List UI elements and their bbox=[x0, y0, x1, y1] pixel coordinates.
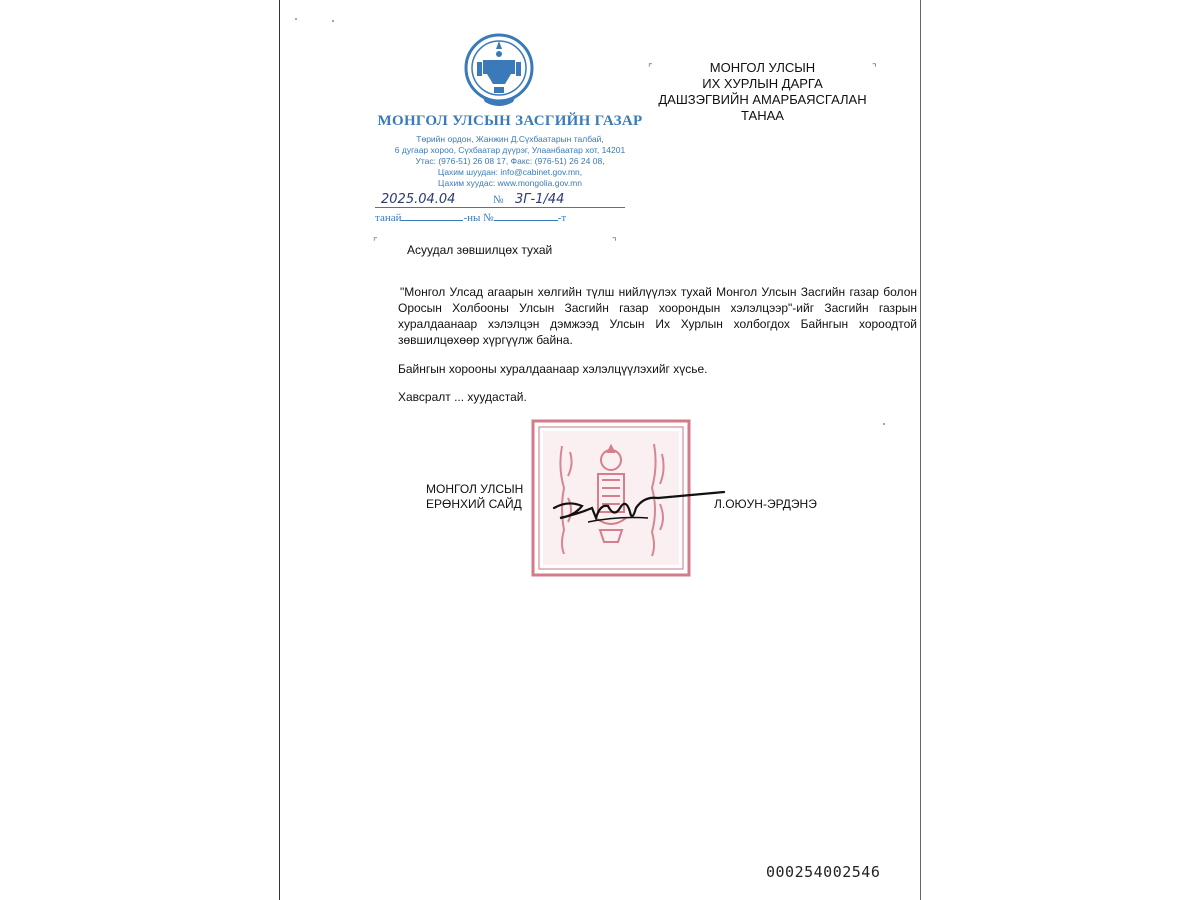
reference-line-incoming bbox=[375, 212, 625, 224]
incoming-ref-prefix: танай bbox=[375, 212, 402, 224]
corner-mark: ⌜ bbox=[373, 237, 378, 248]
incoming-ref-mid: -ны № bbox=[463, 212, 494, 224]
scan-speck bbox=[883, 423, 885, 425]
signatory-title bbox=[426, 482, 523, 512]
reference-underline bbox=[375, 207, 625, 208]
organization-name: МОНГОЛ УЛСЫН ЗАСГИЙН ГАЗАР bbox=[377, 113, 643, 129]
document-serial-number: 000254002546 bbox=[766, 863, 881, 881]
letter-subject: Асуудал зөвшилцөх тухай bbox=[407, 243, 553, 257]
signatory-title-line: МОНГОЛ УЛСЫН bbox=[426, 482, 524, 496]
address-line: Цахим шуудан: info@cabinet.gov.mn, bbox=[437, 167, 583, 177]
addressee-line: ДАШЗЭГВИЙН АМАРБАЯСГАЛАН bbox=[658, 92, 867, 107]
addressee-line: ИХ ХУРЛЫН ДАРГА bbox=[702, 76, 823, 91]
body-paragraph-3: Хавсралт ... хуудастай. bbox=[398, 390, 527, 404]
address-line: Утас: (976-51) 26 08 17, Факс: (976-51) 26 24 08, bbox=[415, 156, 605, 166]
addressee-line: МОНГОЛ УЛСЫН bbox=[709, 60, 816, 75]
letter-page bbox=[279, 0, 921, 900]
handwritten-signature bbox=[548, 478, 728, 528]
reference-number: 3Г-1/44 bbox=[515, 192, 565, 207]
signatory-name: Л.ОЮУН-ЭРДЭНЭ bbox=[714, 497, 817, 511]
address-line: 6 дугаар хороо, Сүхбаатар дүүрэг, Улаанбаатар хот, 14201 bbox=[394, 145, 626, 155]
addressee-block bbox=[650, 60, 875, 124]
address-line: Төрийн ордон, Жанжин Д.Сүхбаатарын талбай, bbox=[416, 134, 604, 144]
letterhead-address bbox=[360, 134, 660, 189]
reference-line-outgoing bbox=[375, 192, 625, 212]
body-paragraph-1: "Монгол Улсад агаарын хөлгийн түлш нийлүүлэх тухай Монгол Улсын Засгийн газар болон Оросын Холбооны Улсын Засгийн газар хоорондын хэлэлцээр"-ийг Засгийн газрын хуралдаанаар хэлэлцэн дэмжээд Улсын Их Хурлын холбогдох Байнгын хороодтой зөвшилцөхөөр хүргүүлж байна. bbox=[398, 285, 917, 347]
scan-speck bbox=[295, 18, 297, 20]
incoming-ref-suffix: -т bbox=[557, 212, 567, 224]
corner-mark: ⌜ bbox=[648, 63, 653, 74]
scan-speck bbox=[332, 20, 334, 22]
corner-mark: ⌝ bbox=[872, 63, 877, 74]
signatory-title-line: ЕРӨНХИЙ САЙД bbox=[426, 497, 522, 511]
address-line: Цахим хуудас: www.mongolia.gov.mn bbox=[438, 178, 582, 188]
addressee-line: ТАНАА bbox=[741, 108, 784, 123]
reference-date: 2025.04.04 bbox=[381, 192, 456, 207]
body-paragraph-2: Байнгын хорооны хуралдаанаар хэлэлцүүлэхийг хүсье. bbox=[398, 362, 708, 376]
corner-mark: ⌝ bbox=[612, 237, 617, 248]
reference-number-label: № bbox=[493, 194, 504, 206]
state-emblem-icon bbox=[463, 32, 535, 108]
